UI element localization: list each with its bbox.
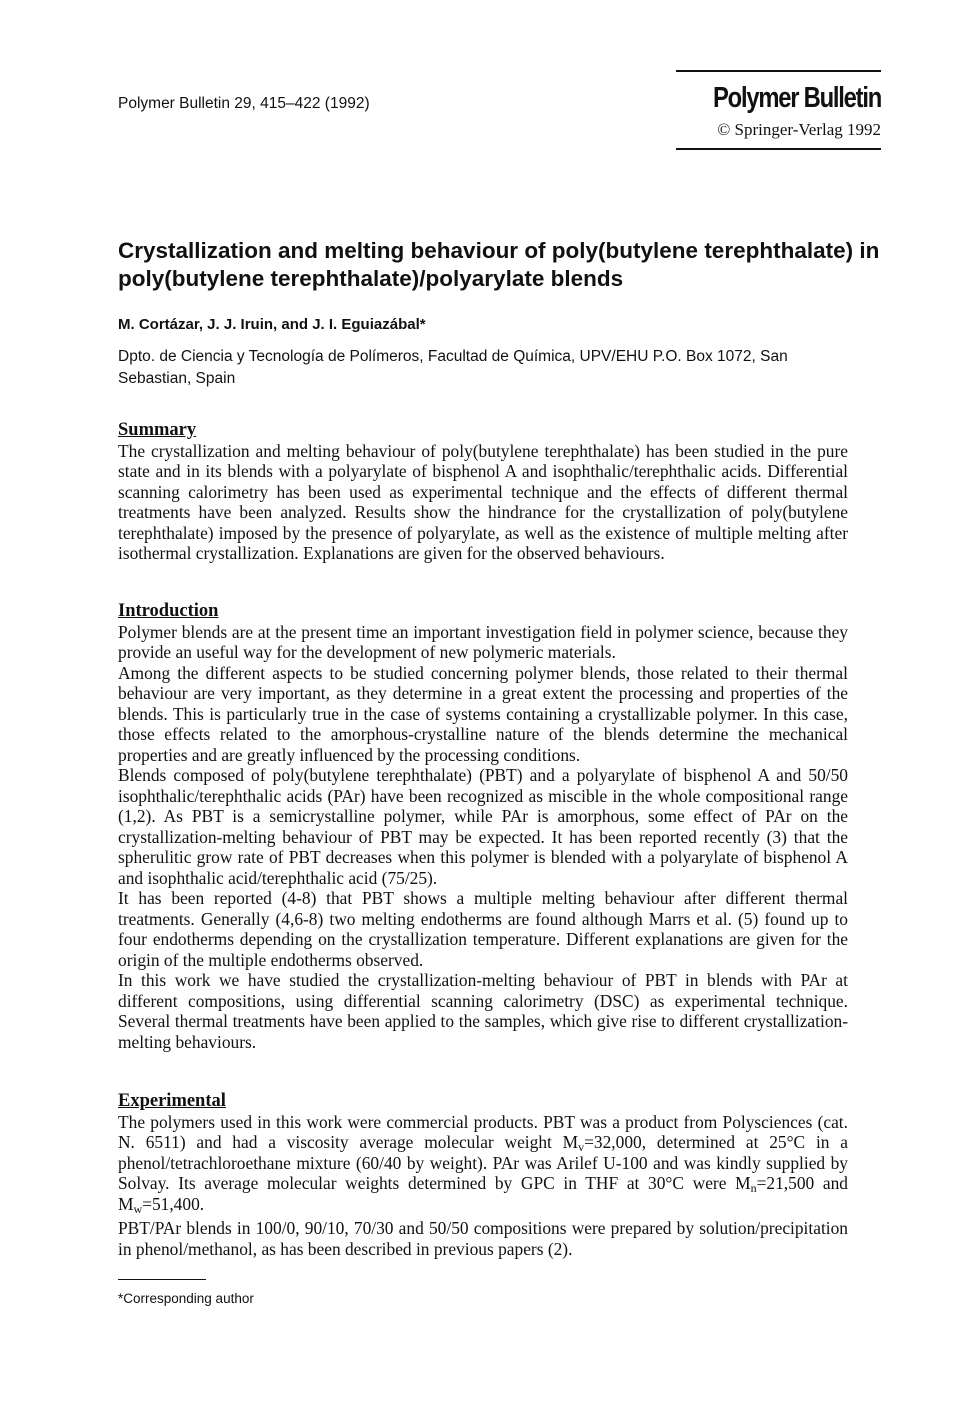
subscript-n: n bbox=[750, 1181, 757, 1195]
intro-paragraph: Among the different aspects to be studied concerning polymer blends, those related to their thermal behaviour are very important, as they determine in a great extent the processing and properties of the blends. This is particularly true in the case of systems containing a crystallizable polymer. In this case, those effects related to the amorphous-crystalline nature of the blends determine the mechanical properties and are greatly influenced by the processing conditions. bbox=[118, 662, 848, 765]
footnote-rule bbox=[118, 1279, 206, 1280]
section-heading-introduction: Introduction bbox=[118, 601, 219, 621]
text-run: =21,500 and M bbox=[118, 1173, 848, 1214]
footnote: *Corresponding author bbox=[118, 1291, 254, 1306]
intro-paragraph: It has been reported (4-8) that PBT shows a multiple melting behaviour after different thermal treatments. Generally (4,6-8) two melting endotherms are found although Marrs et al. (5) found up to four endotherms depending on the crystallization temperature. Different explanations are given for the origin of the multiple endotherms observed. bbox=[118, 888, 848, 970]
summary-text: The crystallization and melting behaviour of poly(butylene terephthalate) has been studied in the pure state and in its blends with a polyarylate of bisphenol A and isophthalic/terephthalic acids. Differential scanning calorimetry has been used as experimental technique and the effects of different thermal treatments have been analyzed. Results show the hindrance for the crystallization of poly(butylene terephthalate) imposed by the presence of polyarylate, as well as the existence of multiple melting after isothermal crystallization. Explanations are given for the observed behaviours. bbox=[118, 440, 848, 563]
section-heading-summary: Summary bbox=[118, 420, 197, 440]
journal-masthead bbox=[676, 70, 881, 150]
affiliation: Dpto. de Ciencia y Tecnología de Polímeros, Facultad de Química, UPV/EHU P.O. Box 1072, San Sebastian, Spain bbox=[118, 348, 788, 387]
masthead-bottom-rule bbox=[676, 148, 881, 150]
summary-section bbox=[118, 420, 848, 564]
intro-paragraph: Polymer blends are at the present time an important investigation field in polymer science, because they provide an useful way for the development of new polymeric materials. bbox=[118, 621, 848, 662]
introduction-section bbox=[118, 601, 848, 1052]
text-run: The polymers used in this work were commercial products. PBT was a product from Polysciences (cat. N. 6511) and had a viscosity average molecular weight M bbox=[118, 1111, 848, 1152]
experimental-section bbox=[118, 1091, 848, 1259]
experimental-paragraph-2: PBT/PAr blends in 100/0, 90/10, 70/30 and 50/50 compositions were prepared by solution/precipitation in phenol/methanol, as has been described in previous papers (2). bbox=[118, 1218, 848, 1259]
intro-paragraph: In this work we have studied the crystallization-melting behaviour of PBT in blends with PAr at different compositions, using differential scanning calorimetry (DSC) as experimental technique. Several thermal treatments have been applied to the samples, which give rise to different crystallization-melting behaviours. bbox=[118, 970, 848, 1052]
experimental-paragraph-1 bbox=[118, 1112, 848, 1215]
subscript-w: w bbox=[133, 1201, 143, 1216]
copyright-line: © Springer-Verlag 1992 bbox=[717, 120, 881, 139]
masthead-top-rule bbox=[676, 70, 881, 72]
journal-citation: Polymer Bulletin 29, 415–422 (1992) bbox=[118, 95, 370, 112]
article-title: Crystallization and melting behaviour of poly(butylene terephthalate) in poly(butylene terephthalate)/polyarylate blends bbox=[118, 238, 880, 291]
author-list: M. Cortázar, J. J. Iruin, and J. I. Eguiazábal* bbox=[118, 316, 426, 333]
journal-title: Polymer Bulletin bbox=[713, 82, 881, 114]
subscript-v: v bbox=[578, 1140, 585, 1154]
text-run: =51,400. bbox=[142, 1193, 205, 1214]
section-heading-experimental: Experimental bbox=[118, 1091, 226, 1111]
text-run: =32,000, determined at 25°C in a phenol/tetrachloroethane mixture (60/40 by weight). PAr was Arilef U-100 and was kindly supplied by Solvay. Its average molecular weights determined by GPC in THF at 30°C were M bbox=[118, 1132, 848, 1193]
intro-paragraph: Blends composed of poly(butylene terephthalate) (PBT) and a polyarylate of bisphenol A and 50/50 isophthalic/terephthalic acids (PAr) have been recognized as miscible in the whole compositional range (1,2). As PBT is a semicrystalline polymer, while PAr is amorphous, some effect of PAr on the crystallization-melting behaviour of PBT may be expected. It has been reported recently (3) that the spherulitic grow rate of PBT decreases when this polymer is blended with a polyarylate of bisphenol A and isophthalic acid/terephthalic acid (75/25). bbox=[118, 765, 848, 888]
